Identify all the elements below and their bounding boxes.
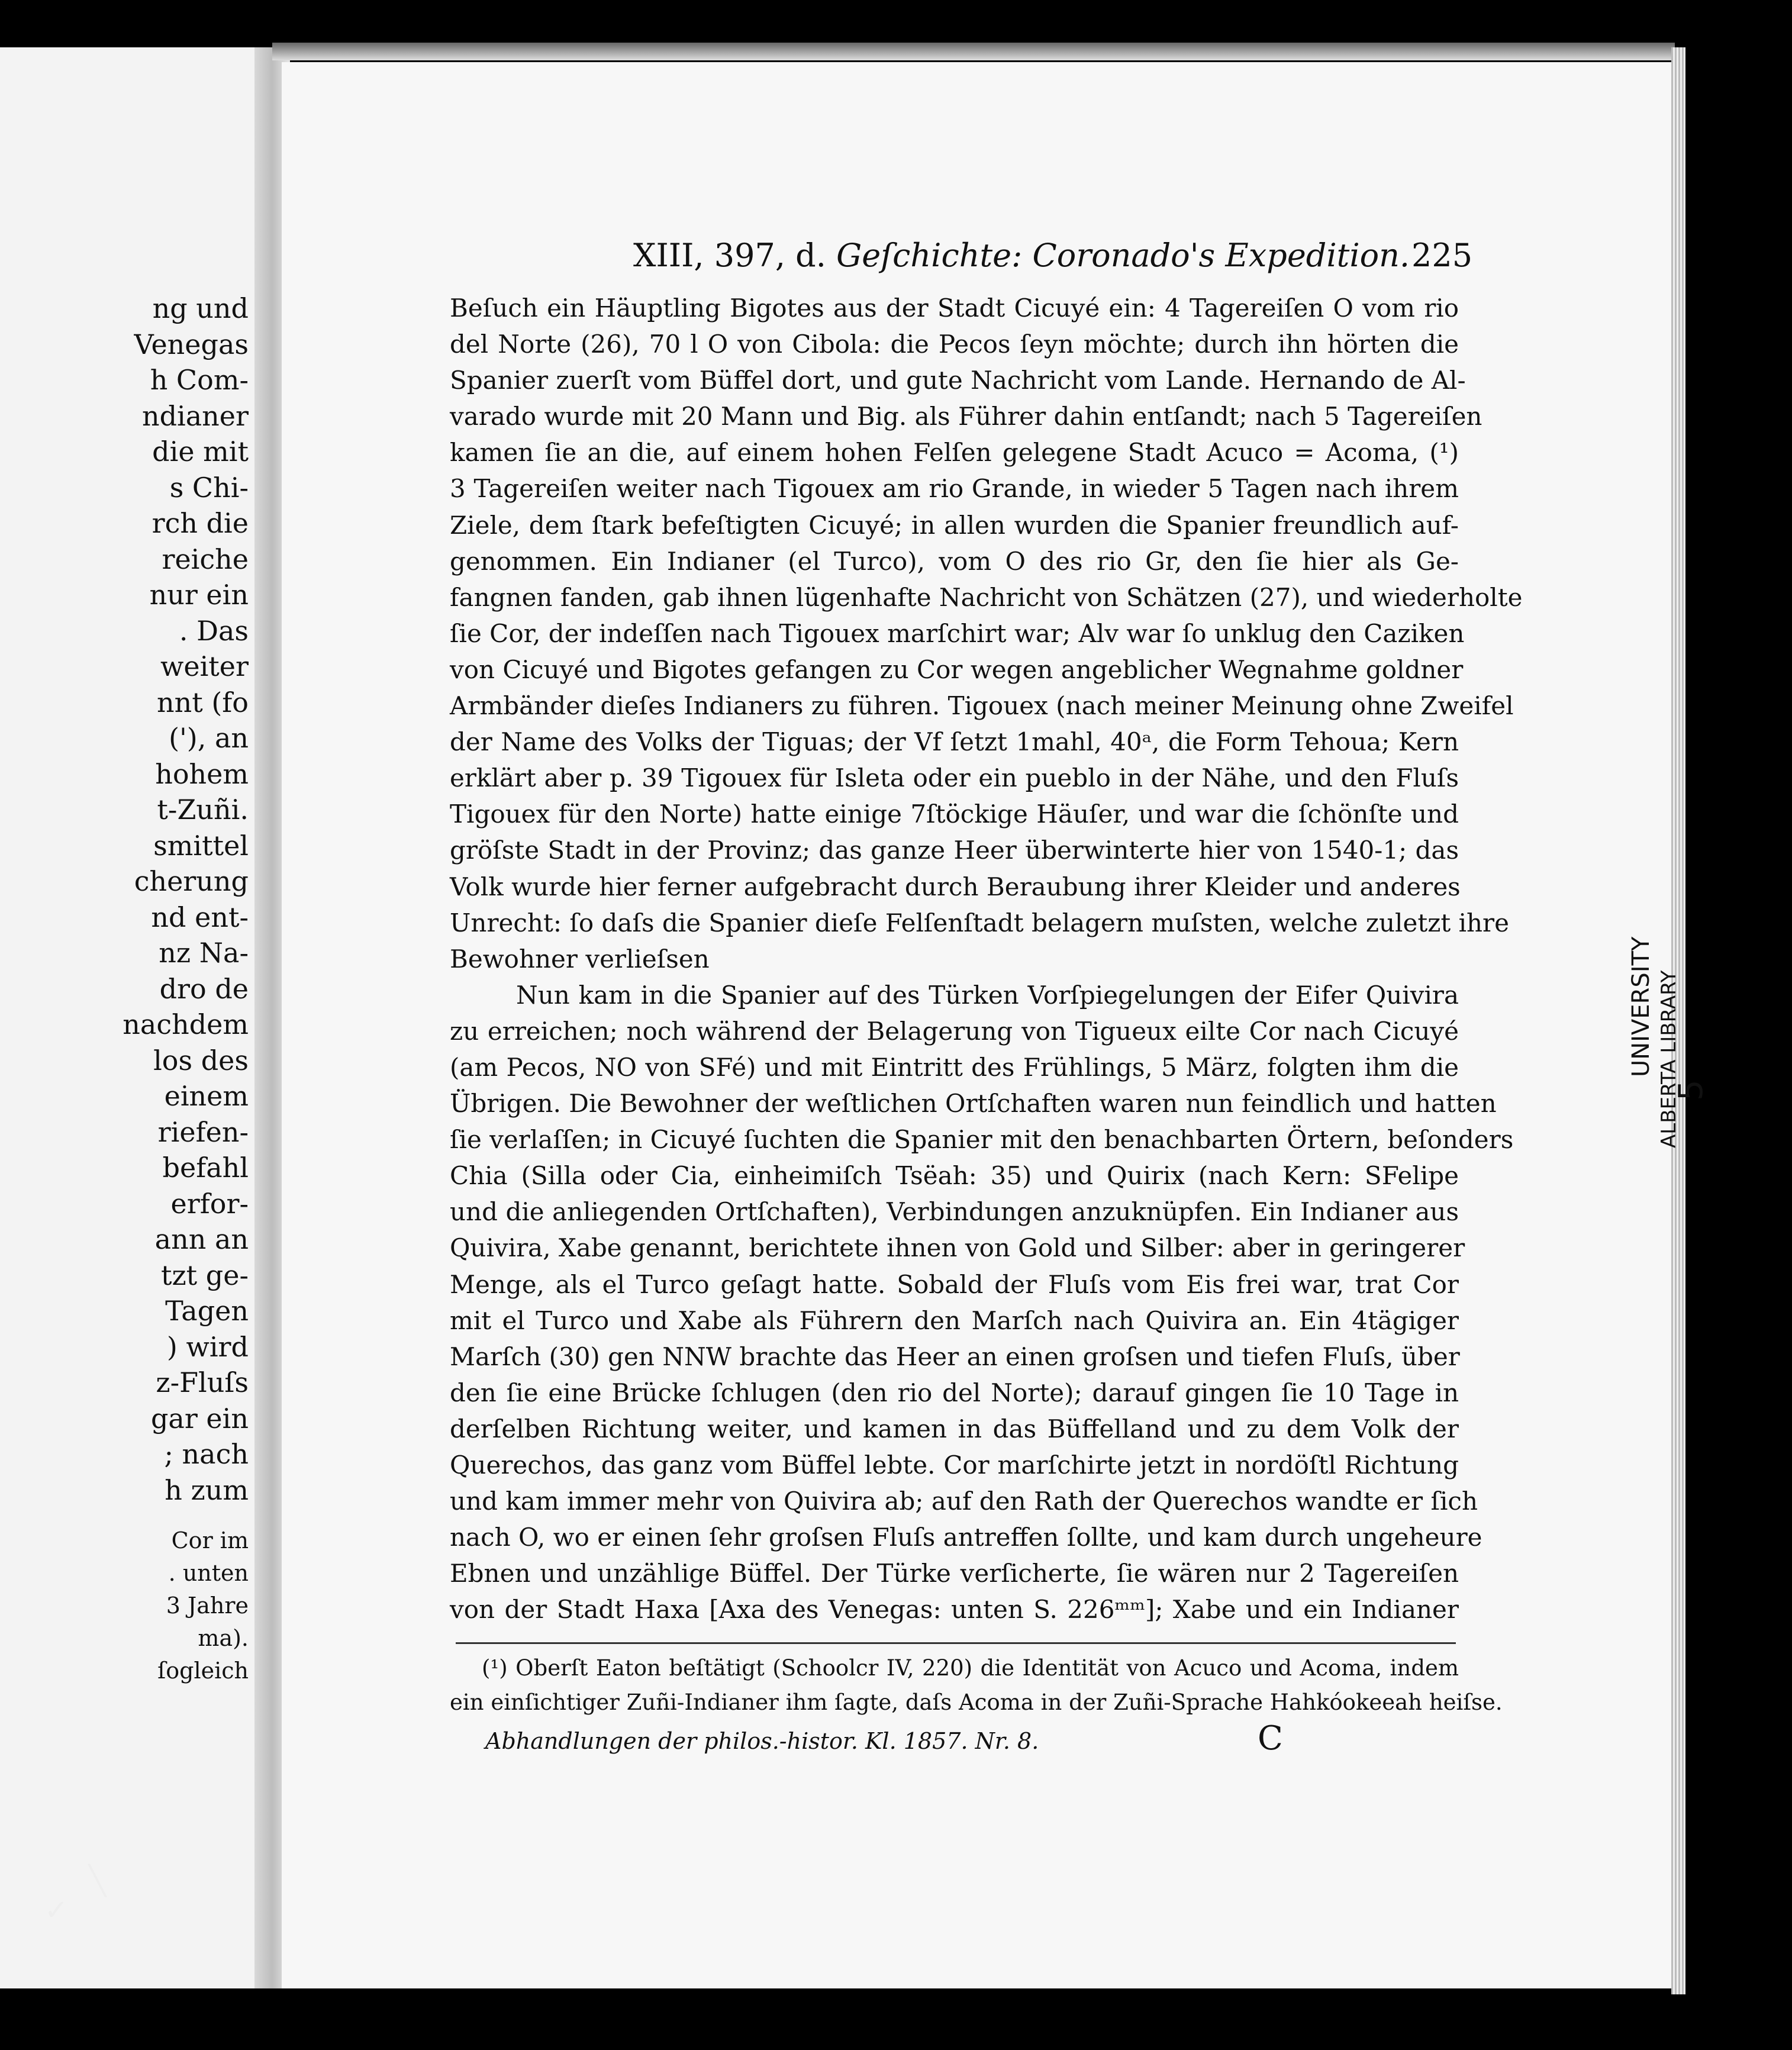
signature-mark: C [1258,1719,1283,1758]
left-page-line: z-Fluſs [156,1366,249,1398]
body-line: ſie verlaſſen; in Cicuyé ſuchten die Spanier mit den benachbarten Örtern, beſonders [450,1125,1514,1155]
body-line: derſelben Richtung weiter, und kamen in das Büffelland und zu dem Volk der [450,1414,1459,1443]
stamp-library: ALBERTA LIBRARY [1657,970,1681,1148]
left-page-line: weiter [160,650,249,682]
body-line: nach O, wo er einen ſehr groſsen Fluſs antreffen ſollte, und kam durch ungeheure [450,1523,1482,1552]
body-line: fangnen fanden, gab ihnen lügenhafte Nachricht von Schätzen (27), und wiederholte [450,582,1523,612]
left-page-line: cherung [134,865,249,897]
left-page-line: ) wird [166,1330,249,1363]
left-page-line: los des [153,1044,249,1076]
body-line: Marſch (30) gen NNW brachte das Heer an einen groſsen und tiefen Fluſs, über [450,1342,1460,1371]
body-text [450,290,1523,1627]
body-line: Übrigen. Die Bewohner der weſtlichen Ortſchaften waren nun feindlich und hatten [450,1089,1497,1119]
body-line: von Cicuyé und Bigotes gefangen zu Cor wegen angeblicher Wegnahme goldner [450,655,1464,684]
left-page-line: h Com- [150,364,249,396]
left-page-line: ndianer [141,399,249,432]
footnote-line: ein einſichtiger Zuñi-Indianer ihm ſagte, daſs Acoma in der Zuñi-Sprache Hahkóokeeah heiſse. [450,1690,1503,1715]
left-page-line: nd ent- [151,901,249,933]
section-ref: XIII, 397, d. [633,237,826,274]
body-line: gröſste Stadt in der Provinz; das ganze Heer überwinterte hier von 1540-1; das [450,836,1459,865]
body-line: mit el Turco und Xabe als Führern den Marſch nach Quivira an. Ein 4tägiger [450,1306,1459,1335]
page-number: 225 [1411,237,1473,274]
body-line: der Name des Volks der Tiguas; der Vf ſetzt 1mahl, 40ᵃ, die Form Tehoua; Kern [450,727,1459,757]
scan-mark: ╲ [89,1864,106,1897]
scan-mark: ✓ [44,1894,69,1927]
imprint-line: Abhandlungen der philos.-histor. Kl. 1857. Nr. 8. [485,1728,1039,1754]
body-line: ſie Cor, der indeſſen nach Tigouex marſchirt war; Alv war ſo unklug den Caziken [450,618,1465,648]
left-page-line: erfor- [170,1187,249,1220]
left-page-line: h zum [165,1474,249,1506]
stamp-university: UNIVERSITY [1627,936,1655,1077]
body-line: und kam immer mehr von Quivira ab; auf den Rath der Querechos wandte er ſich [450,1487,1478,1516]
body-line: (am Pecos, NO von SFé) und mit Eintritt des Frühlings, 5 März, folgten ihm die [450,1052,1459,1082]
left-page [0,47,272,1988]
body-line: Bewohner verlieſsen [450,944,710,974]
body-line: Armbänder dieſes Indianers zu führen. Tigouex (nach meiner Meinung ohne Zweifel [450,691,1514,721]
body-line: Menge, als el Turco geſagt hatte. Sobald der Fluſs vom Eis frei war, trat Cor [450,1269,1459,1299]
left-page-line: einem [164,1080,249,1112]
left-page-line: nur ein [149,579,249,611]
body-line: Unrecht: ſo daſs die Spanier dieſe Felſenſtadt belagern muſsten, welche zuletzt ihre [450,908,1509,937]
body-line: varado wurde mit 20 Mann und Big. als Führer dahin entſandt; nach 5 Tagereiſen [450,402,1482,431]
left-page-line: ; nach [164,1438,249,1470]
left-page-line: dro de [159,972,249,1005]
body-line: den ſie eine Brücke ſchlugen (den rio del Norte); darauf gingen ſie 10 Tage in [450,1378,1459,1407]
left-page-line: nachdem [123,1008,249,1040]
left-page-footnote-line: 3 Jahre [166,1593,249,1619]
page-top-edge [272,43,1675,60]
left-page-line: nnt (fo [156,686,249,718]
footnote-line: (¹) Oberſt Eaton beſtätigt (Schoolcr IV, 220) die Identität von Acuco und Acoma, indem [482,1655,1459,1681]
body-line: Spanier zuerſt vom Büffel dort, und gute Nachricht vom Lande. Hernando de Al- [450,366,1466,395]
left-page-line: ('), an [169,722,249,754]
left-page-line: riefen- [157,1116,249,1148]
body-line: von der Stadt Haxa [Axa des Venegas: unten S. 226ᵐᵐ]; Xabe und ein Indianer [450,1595,1459,1624]
footnote-rule [456,1642,1456,1644]
body-line: Volk wurde hier ferner aufgebracht durch Beraubung ihrer Kleider und anderes [450,872,1461,901]
running-head [633,237,1462,274]
body-line: Quivira, Xabe genannt, berichtete ihnen von Gold und Silber: aber in geringerer [450,1233,1465,1263]
left-page-footnote-line: ſogleich [157,1658,249,1684]
body-line: Ziele, dem ſtark befeſtigten Cicuyé; in allen wurden die Spanier freundlich auf- [450,510,1459,540]
body-line: zu erreichen; noch während der Belagerung von Tigueux eilte Cor nach Cicuyé [450,1016,1459,1046]
body-line: Tigouex für den Norte) hatte einige 7ſtöckige Häuſer, und war die ſchönſte und [450,800,1459,829]
left-page-footnote-line: . unten [168,1560,249,1586]
footnote [450,1651,1503,1720]
left-page-line: s Chi- [169,471,249,504]
left-page-line: tzt ge- [160,1259,249,1291]
left-page-line: Tagen [165,1295,249,1327]
left-page-line: befahl [162,1152,249,1184]
left-page-line: die mit [152,436,249,468]
body-line: del Norte (26), 70 l O von Cibola: die Pecos ſeyn möchte; durch ihn hörten die [450,330,1459,359]
left-page-footnote-line: ma). [198,1625,249,1651]
left-page-line: reiche [162,543,249,575]
body-line: Ebnen und unzählige Büffel. Der Türke verſicherte, ſie wären nur 2 Tagereiſen [450,1559,1459,1588]
body-line: Querechos, das ganz vom Büffel lebte. Cor marſchirte jetzt in nordöſtl Richtung [450,1451,1459,1480]
stamp-mark: 5 [1672,1079,1710,1101]
body-line: Beſuch ein Häuptling Bigotes aus der Stadt Cicuyé ein: 4 Tagereiſen O vom rio [450,294,1459,323]
body-line: und die anliegenden Ortſchaften), Verbindungen anzuknüpfen. Ein Indianer aus [450,1197,1459,1227]
body-line: Nun kam in die Spanier auf des Türken Vorſpiegelungen der Eifer Quivira [516,980,1459,1010]
left-page-line: ng und [152,292,249,324]
chapter-title: Geſchichte: Coronado's Expedition. [836,237,1410,274]
body-line: kamen ſie an die, auf einem hohen Felſen gelegene Stadt Acuco = Acoma, (¹) [450,438,1459,468]
left-page-line: smittel [153,829,249,862]
left-page-line: hohem [155,758,249,790]
body-line: genommen. Ein Indianer (el Turco), vom O des rio Gr, den ſie hier als Ge- [450,546,1459,576]
body-line: erklärt aber p. 39 Tigouex für Isleta oder ein pueblo in der Nähe, und den Fluſs [450,763,1459,793]
left-page-line: gar ein [150,1402,249,1435]
library-stamp [1610,840,1728,1160]
body-line: 3 Tagereiſen weiter nach Tigouex am rio Grande, in wieder 5 Tagen nach ihrem [450,474,1459,504]
left-page-line: t-Zuñi. [157,794,249,826]
body-line: Chia (Silla oder Cia, einheimiſch Tsëah: 35) und Quirix (nach Kern: SFelipe [450,1161,1459,1191]
left-page-line: Venegas [134,328,249,360]
left-page-line: rch die [152,507,249,539]
left-page-footnote-line: Cor im [171,1527,249,1553]
left-page-line: nz Na- [159,937,249,969]
left-page-line: . Das [179,614,249,647]
left-page-line: ann an [154,1223,249,1255]
